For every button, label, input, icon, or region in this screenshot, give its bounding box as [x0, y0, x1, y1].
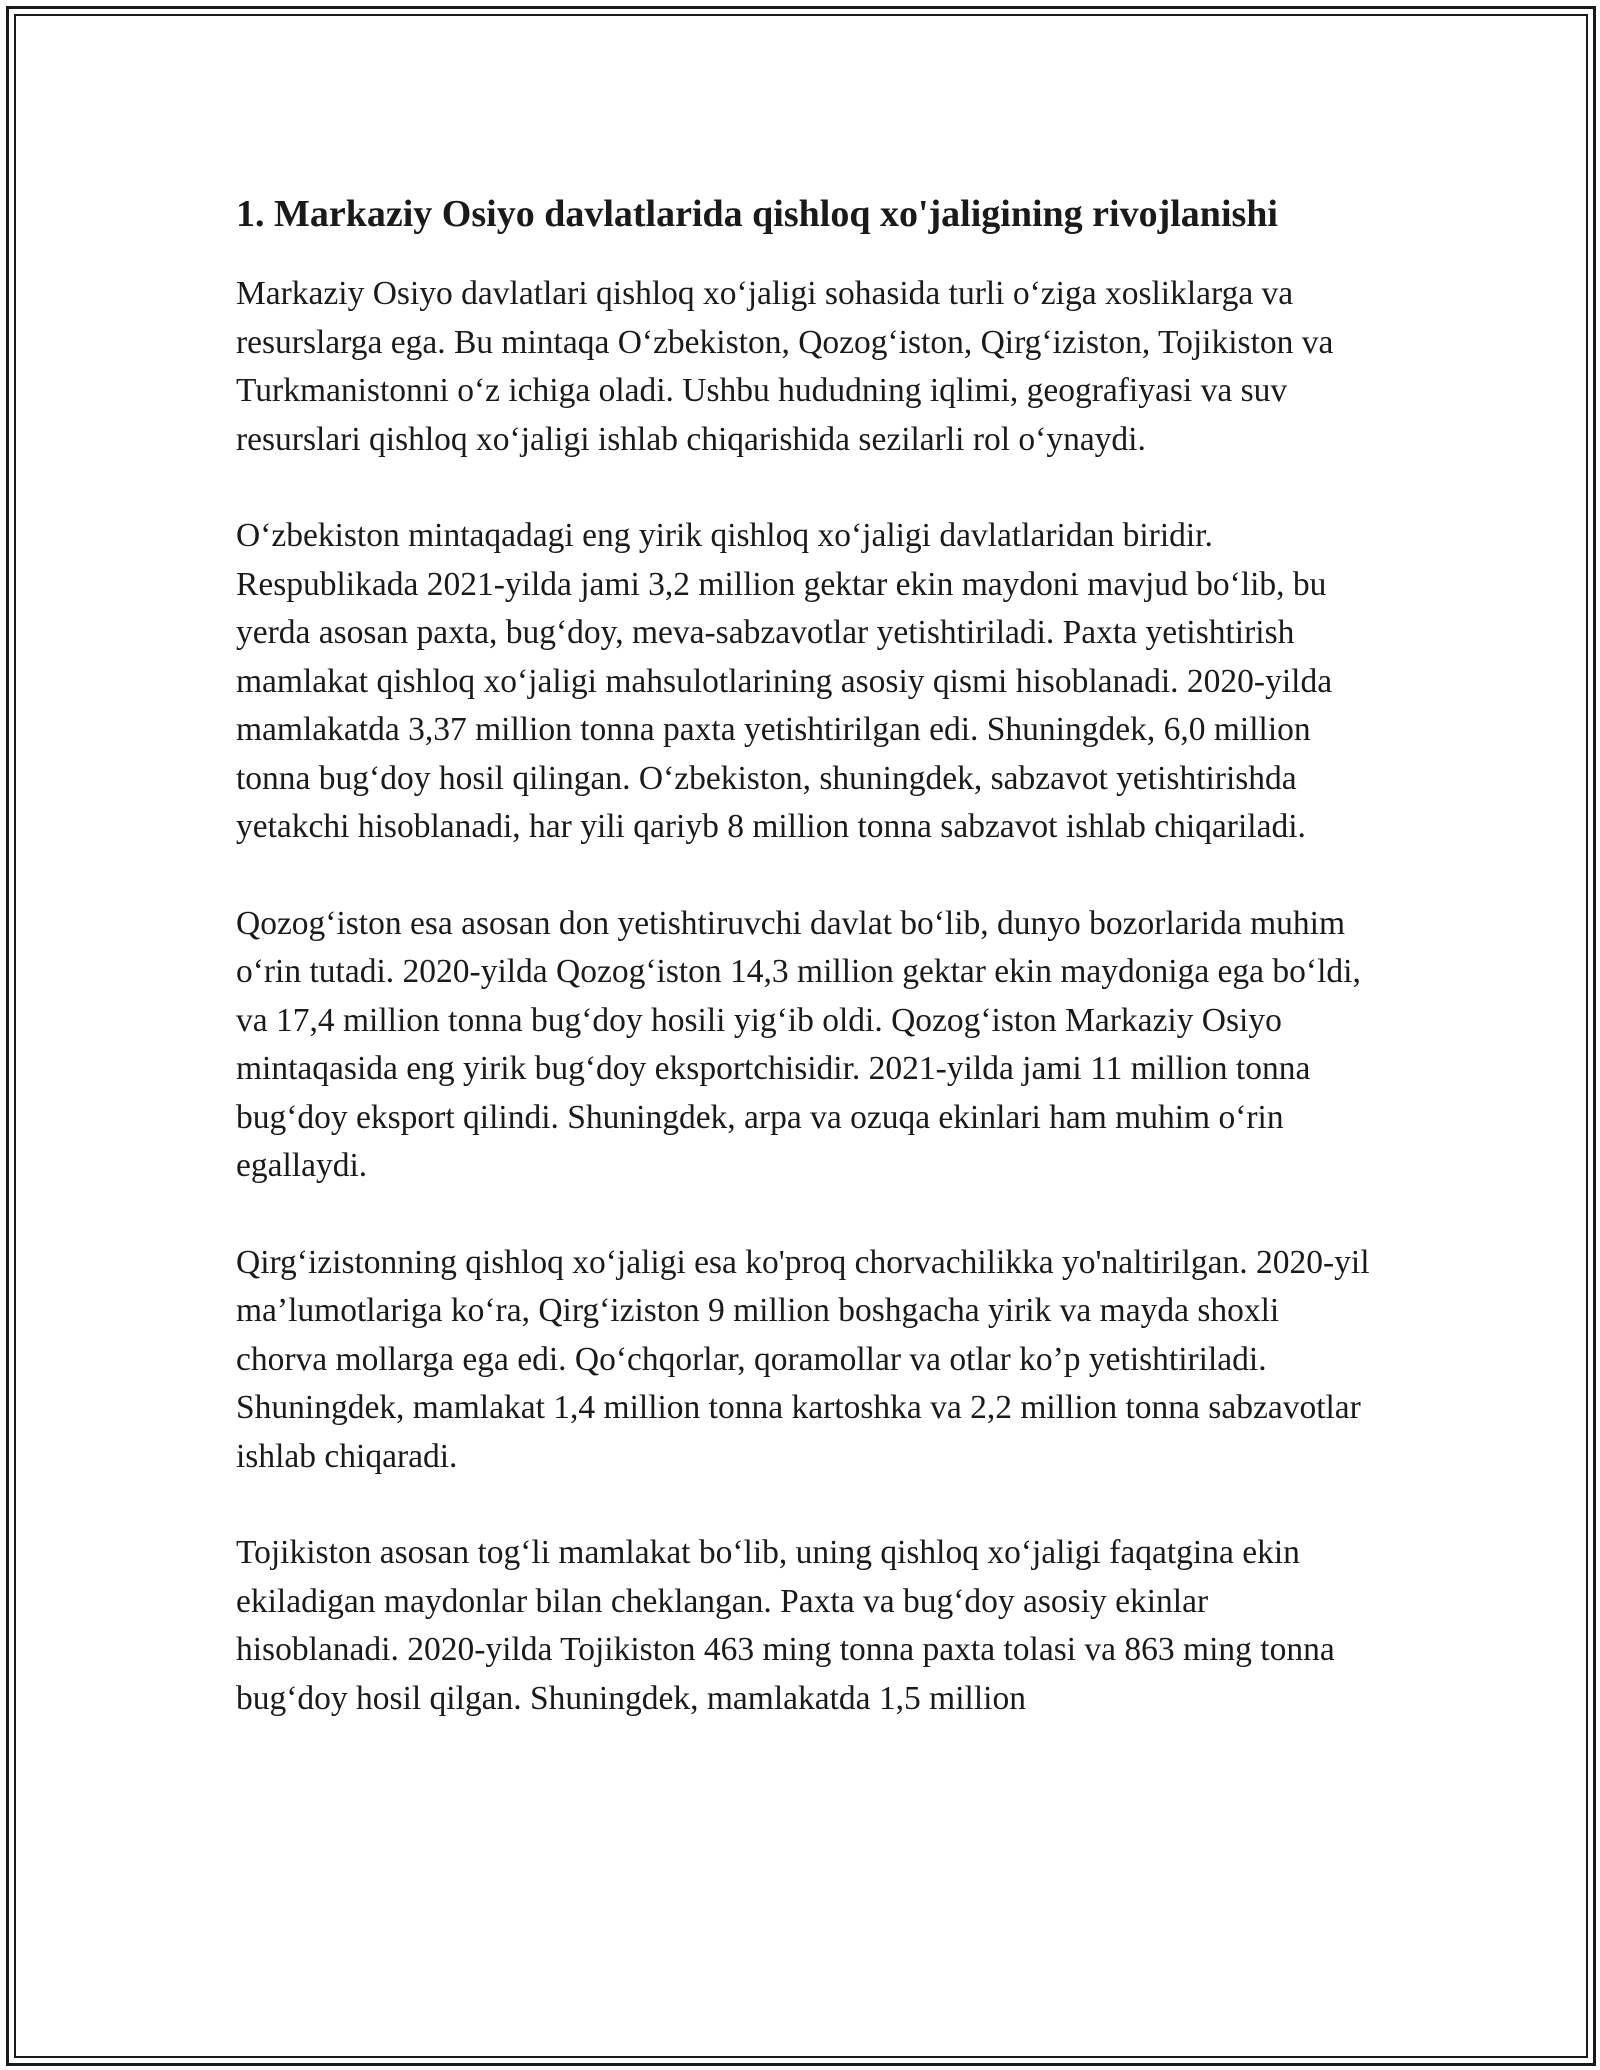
- paragraph-region-overview: Markaziy Osiyo davlatlari qishloq xo‘jaligi sohasida turli o‘ziga xosliklarga va resurslarga ega. Bu mintaqa O‘zbekiston, Qozog‘iston, Qirg‘iziston, Tojikiston va Turkmanistonni o‘z ichiga oladi. Ushbu hududning iqlimi, geografiyasi va suv resurslari qishloq xo‘jaligi ishlab chiqarishida sezilarli rol o‘ynaydi.: [236, 275, 1334, 458]
- paragraph-uzbekistan: O‘zbekiston mintaqadagi eng yirik qishloq xo‘jaligi davlatlaridan biridir. Respublikada 2021-yilda jami 3,2 million gektar ekin maydoni mavjud bo‘lib, bu yerda asosan paxta, bug‘doy, meva-sabzavotlar yetishtiriladi. Paxta yetishtirish mamlakat qishloq xo‘jaligi mahsulotlarining asosiy qismi hisoblanadi. 2020-yilda mamlakatda 3,37 million tonna paxta yetishtirilgan edi. Shuningdek, 6,0 million tonna bug‘doy hosil qilingan. O‘zbekiston, shuningdek, sabzavot yetishtirishda yetakchi hisoblanadi, har yili qariyb 8 million tonna sabzavot ishlab chiqariladi.: [236, 517, 1333, 845]
- paragraph-kazakhstan: Qozog‘iston esa asosan don yetishtiruvchi davlat bo‘lib, dunyo bozorlarida muhim o‘rin tutadi. 2020-yilda Qozog‘iston 14,3 million gektar ekin maydoniga ega bo‘ldi, va 17,4 million tonna bug‘doy hosili yig‘ib oldi. Qozog‘iston Markaziy Osiyo mintaqasida eng yirik bug‘doy eksportchisidir. 2021-yilda jami 11 million tonna bug‘doy eksport qilindi. Shuningdek, arpa va ozuqa ekinlari ham muhim o‘rin egallaydi.: [236, 904, 1361, 1184]
- document-body: [236, 186, 1376, 1771]
- section-heading: 1. Markaziy Osiyo davlatlarida qishloq xo'jaligining rivojlanishi: [236, 193, 1278, 235]
- paragraph-kyrgyzstan: Qirg‘izistonning qishloq xo‘jaligi esa ko'proq chorvachilikka yo'naltirilgan. 2020-yil ma’lumotlariga ko‘ra, Qirg‘iziston 9 million boshgacha yirik va mayda shoxli chorva mollarga ega edi. Qo‘chqorlar, qoramollar va otlar ko’p yetishtiriladi. Shuningdek, mamlakat 1,4 million tonna kartoshka va 2,2 million tonna sabzavotlar ishlab chiqaradi.: [236, 1243, 1370, 1475]
- paragraph-tajikistan: Tojikiston asosan tog‘li mamlakat bo‘lib, uning qishloq xo‘jaligi faqatgina ekin ekiladigan maydonlar bilan cheklangan. Paxta va bug‘doy asosiy ekinlar hisoblanadi. 2020-yilda Tojikiston 463 ming tonna paxta tolasi va 863 ming tonna bug‘doy hosil qilgan. Shuningdek, mamlakatda 1,5 million: [236, 1534, 1335, 1717]
